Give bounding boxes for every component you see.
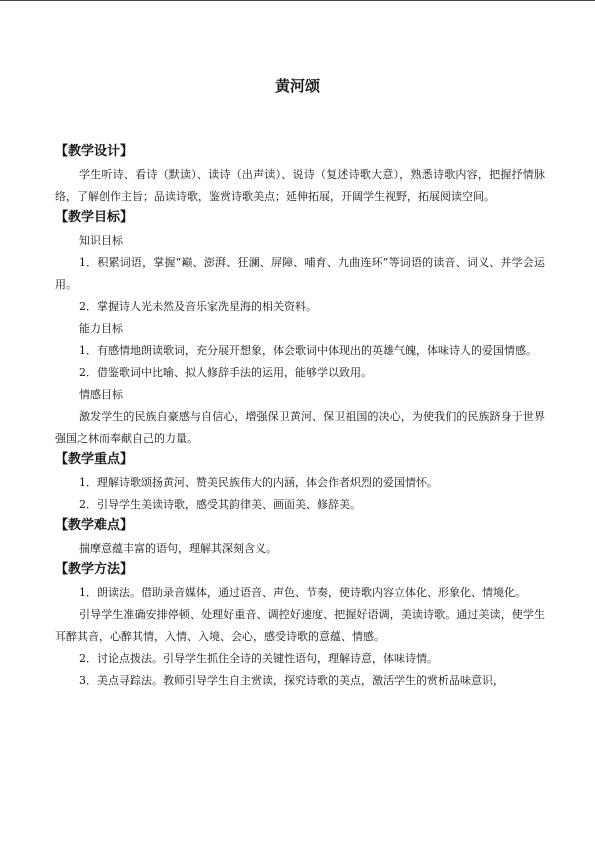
method-3: 3．美点寻踪法。教师引导学生自主赏读，探究诗歌的美点，激活学生的赏析品味意识， (79, 674, 504, 687)
document-title: 黄河颂 (274, 77, 320, 95)
method-2: 2．讨论点拨法。引导学生抓住全诗的关键性语句，理解诗意，体味诗情。 (79, 652, 438, 665)
knowledge-goal-label: 知识目标 (79, 234, 123, 247)
key-point-1: 1．理解诗歌颂扬黄河、赞美民族伟大的内涵，体会作者炽烈的爱国情怀。 (79, 476, 438, 489)
design-paragraph: 学生听诗、看诗（默读）、读诗（出声读）、说诗（复述诗歌大意），熟悉诗歌内容，把握抒情脉络，了解创作主旨；品读诗歌，鉴赏诗歌美点；延伸拓展，开阔学生视野，拓展阅读空间。 (55, 168, 545, 203)
page-top-rule (0, 0, 595, 1)
key-point-2: 2．引导学生美读诗歌，感受其韵律美、画面美、修辞美。 (79, 498, 361, 511)
method-1-detail: 引导学生准确安排停顿、处理好重音、调控好速度、把握好语调，美读诗歌。通过美读，使学生耳醉其音，心醉其情，入情、入境、会心，感受诗歌的意蕴、情感。 (55, 608, 545, 643)
emotion-goal-label: 情感目标 (79, 388, 123, 401)
document-body (55, 142, 545, 692)
knowledge-goal-1: 1．积累词语，掌握“巅、澎湃、狂澜、屏障、哺育、九曲连环”等词语的读音、词义、并学会运用。 (55, 256, 545, 291)
ability-goal-label: 能力目标 (79, 322, 123, 335)
ability-goal-1: 1．有感情地朗读歌词，充分展开想象，体会歌词中体现出的英雄气魄，体味诗人的爱国情感。 (79, 344, 537, 357)
section-heading-methods: 【教学方法】 (55, 562, 134, 577)
section-heading-goals: 【教学目标】 (55, 210, 134, 225)
difficulty-point-1: 揣摩意蕴丰富的语句，理解其深刻含义。 (79, 542, 277, 555)
method-1: 1．朗读法。借助录音媒体，通过语音、声色、节奏，使诗歌内容立体化、形象化、情境化。 (79, 586, 526, 599)
ability-goal-2: 2．借鉴歌词中比喻、拟人修辞手法的运用，能够学以致用。 (79, 366, 372, 379)
knowledge-goal-2: 2．掌握诗人光未然及音乐家冼星海的相关资料。 (79, 300, 317, 313)
emotion-goal-1: 激发学生的民族自豪感与自信心，增强保卫黄河、保卫祖国的决心，为使我们的民族跻身于世界强国之林而奉献自己的力量。 (55, 410, 545, 445)
section-heading-difficulty: 【教学难点】 (55, 518, 134, 533)
section-heading-key-points: 【教学重点】 (55, 452, 134, 467)
section-heading-design: 【教学设计】 (55, 144, 134, 159)
